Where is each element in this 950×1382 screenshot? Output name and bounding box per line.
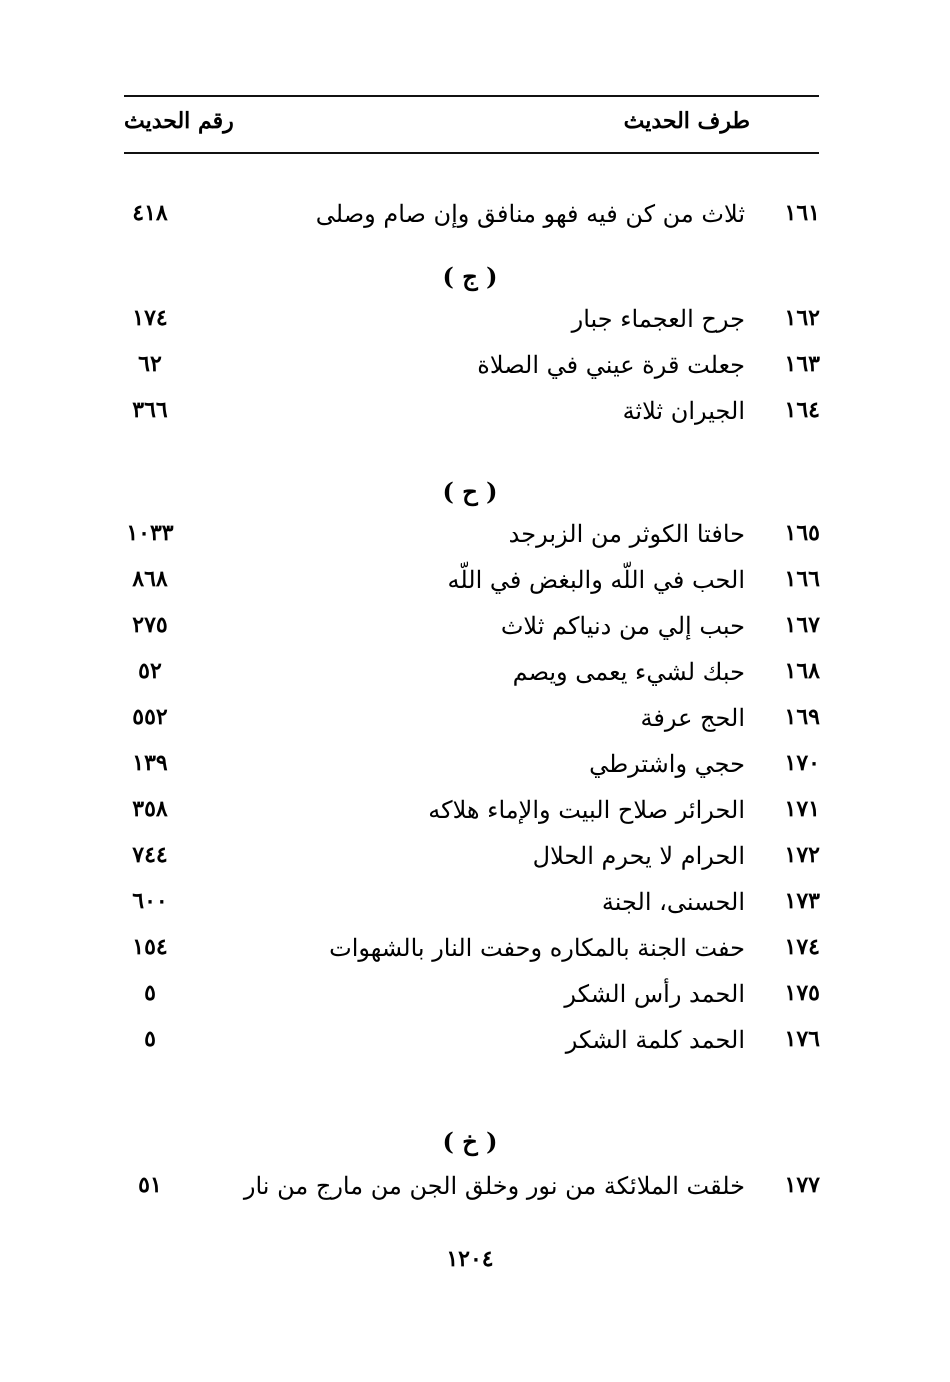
list-item	[110, 796, 820, 836]
list-item	[110, 200, 820, 240]
entry-number: ٣٦٦	[132, 397, 168, 423]
list-item	[110, 1026, 820, 1066]
entry-index: ١٧٧	[784, 1172, 820, 1198]
list-item	[110, 520, 820, 560]
header-bottom-rule	[124, 152, 819, 154]
entry-index: ١٦٢	[784, 305, 820, 331]
entry-text: حفت الجنة بالمكاره وحفت النار بالشهوات	[329, 934, 745, 962]
entry-text: جرح العجماء جبار	[571, 305, 745, 333]
entry-index: ١٦٣	[784, 351, 820, 377]
entry-number: ٤١٨	[132, 200, 168, 226]
entry-number: ٢٧٥	[132, 612, 168, 638]
entry-text: الحب في اللّه والبغض في اللّه	[447, 566, 745, 594]
entry-number: ٦٢	[138, 351, 162, 377]
entry-number: ٥	[144, 980, 156, 1006]
list-item	[110, 397, 820, 437]
entry-text: الحج عرفة	[640, 704, 745, 732]
entry-text: الحمد رأس الشكر	[564, 980, 745, 1008]
entry-text: حافتا الكوثر من الزبرجد	[508, 520, 745, 548]
entry-index: ١٦٥	[784, 520, 820, 546]
entry-number: ٨٦٨	[132, 566, 168, 592]
entry-index: ١٦٤	[784, 397, 820, 423]
entry-text: حبك لشيء يعمى ويصم	[512, 658, 745, 686]
header-top-rule	[124, 95, 819, 97]
column-header-hadith-number: رقم الحديث	[124, 108, 234, 134]
entry-index: ١٧٦	[784, 1026, 820, 1052]
entry-number: ٦٠٠	[132, 888, 168, 914]
list-item	[110, 351, 820, 391]
entry-index: ١٦٩	[784, 704, 820, 730]
entry-number: ٥	[144, 1026, 156, 1052]
entry-index: ١٦٨	[784, 658, 820, 684]
entry-number: ٥١	[138, 1172, 162, 1198]
entry-index: ١٦٦	[784, 566, 820, 592]
entry-index: ١٧٥	[784, 980, 820, 1006]
list-item	[110, 888, 820, 928]
entry-number: ١٧٤	[132, 305, 168, 331]
section-heading-jim: ( ج )	[442, 262, 498, 291]
entry-text: ثلاث من كن فيه فهو منافق وإن صام وصلى	[315, 200, 745, 228]
entry-index: ١٧٤	[784, 934, 820, 960]
entry-number: ١٠٣٣	[126, 520, 174, 546]
entry-number: ٥٢	[138, 658, 162, 684]
entry-index: ١٧١	[784, 796, 820, 822]
entry-index: ١٧٠	[784, 750, 820, 776]
entry-text: الحرام لا يحرم الحلال	[532, 842, 745, 870]
list-item	[110, 566, 820, 606]
list-item	[110, 980, 820, 1020]
list-item	[110, 750, 820, 790]
entry-text: الحسنى، الجنة	[601, 888, 745, 916]
entry-text: جعلت قرة عيني في الصلاة	[477, 351, 745, 379]
section-heading-ha: ( ح )	[442, 477, 498, 506]
entry-text: حجي واشترطي	[589, 750, 745, 778]
list-item	[110, 1172, 820, 1212]
column-header-hadith-text: طرف الحديث	[623, 108, 750, 134]
entry-index: ١٦١	[784, 200, 820, 226]
list-item	[110, 658, 820, 698]
entry-number: ٥٥٢	[132, 704, 168, 730]
entry-text: الجيران ثلاثة	[622, 397, 745, 425]
list-item	[110, 934, 820, 974]
entry-index: ١٧٢	[784, 842, 820, 868]
entry-index: ١٧٣	[784, 888, 820, 914]
entry-number: ٣٥٨	[132, 796, 168, 822]
entry-text: الحرائر صلاح البيت والإماء هلاكه	[428, 796, 745, 824]
entry-index: ١٦٧	[784, 612, 820, 638]
entry-text: خلقت الملائكة من نور وخلق الجن من مارج من نار	[243, 1172, 745, 1200]
entry-number: ٧٤٤	[132, 842, 168, 868]
section-heading-kha: ( خ )	[442, 1127, 498, 1156]
entry-number: ١٥٤	[132, 934, 168, 960]
entry-text: الحمد كلمة الشكر	[565, 1026, 745, 1054]
entry-text: حبب إلي من دنياكم ثلاث	[500, 612, 745, 640]
list-item	[110, 842, 820, 882]
entry-number: ١٣٩	[132, 750, 168, 776]
page-number: ١٢٠٤	[446, 1246, 494, 1272]
list-item	[110, 305, 820, 345]
list-item	[110, 612, 820, 652]
list-item	[110, 704, 820, 744]
